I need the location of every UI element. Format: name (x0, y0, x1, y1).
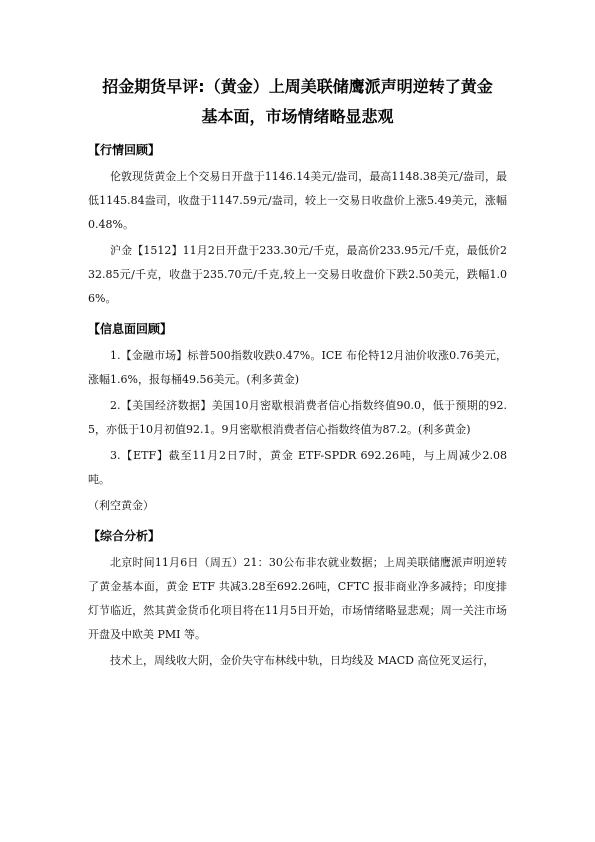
section-info-review (88, 320, 507, 518)
paragraph-etf-impact: （利空黄金） (88, 499, 154, 512)
paragraph-financial-market: 1.【金融市场】标普500指数收跌0.47%。ICE 布伦特12月油价收涨0.76美元，涨幅1.6%，报每桶49.56美元。(利多黄金) (88, 349, 507, 386)
paragraph-us-economic-data: 2.【美国经济数据】美国10月密歇根消费者信心指数终值90.0，低于预期的92.5，亦低于10月初值92.1。9月密歇根消费者信心指数终值为87.2。(利多黄金) (88, 399, 507, 436)
paragraph-london-gold: 伦敦现货黄金上个交易日开盘于1146.14美元/盎司，最高1148.38美元/盎司，最低1145.84盎司，收盘于1147.59元/盎司，较上一交易日收盘价上涨5.49美元，涨幅0.48%。 (88, 170, 507, 231)
section-heading-info-review: 【信息面回顾】 (88, 322, 173, 336)
paragraph-technicals: 技术上，周线收大阴，金价失守布林线中轨，日均线及 MACD 高位死叉运行， (110, 654, 495, 667)
section-heading-comprehensive-analysis: 【综合分析】 (88, 529, 161, 543)
paragraph-etf: 3.【ETF】截至11月2日7时，黄金 ETF-SPDR 692.26吨，与上周减少2.08吨。 (88, 449, 507, 486)
section-heading-market-review: 【行情回顾】 (88, 143, 161, 157)
paragraph-shanghai-gold: 沪金【1512】11月2日开盘于233.30元/千克，最高价233.95元/千克，最低价232.85元/千克，收盘于235.70元/千克,较上一交易日收盘价下跌2.50美元，跌幅1.06%。 (88, 244, 507, 305)
section-comprehensive-analysis (88, 527, 507, 673)
document-title-line-2: 基本面，市场情绪略显悲观 (201, 107, 394, 126)
section-market-review (88, 141, 507, 311)
document-title-line-1: 招金期货早评:（黄金）上周美联储鹰派声明逆转了黄金 (102, 77, 493, 96)
paragraph-fundamentals: 北京时间11月6日（周五）21：30公布非农就业数据；上周美联储鹰派声明逆转了黄金基本面，黄金 ETF 共减3.28至692.26吨，CFTC 报非商业净多减持；印度排灯节临近，然其黄金货币化项目将在11月5日开始，市场情绪略显悲观；周一关注市场开盘及中欧美 PMI 等。 (88, 556, 507, 641)
document-title (88, 72, 507, 132)
